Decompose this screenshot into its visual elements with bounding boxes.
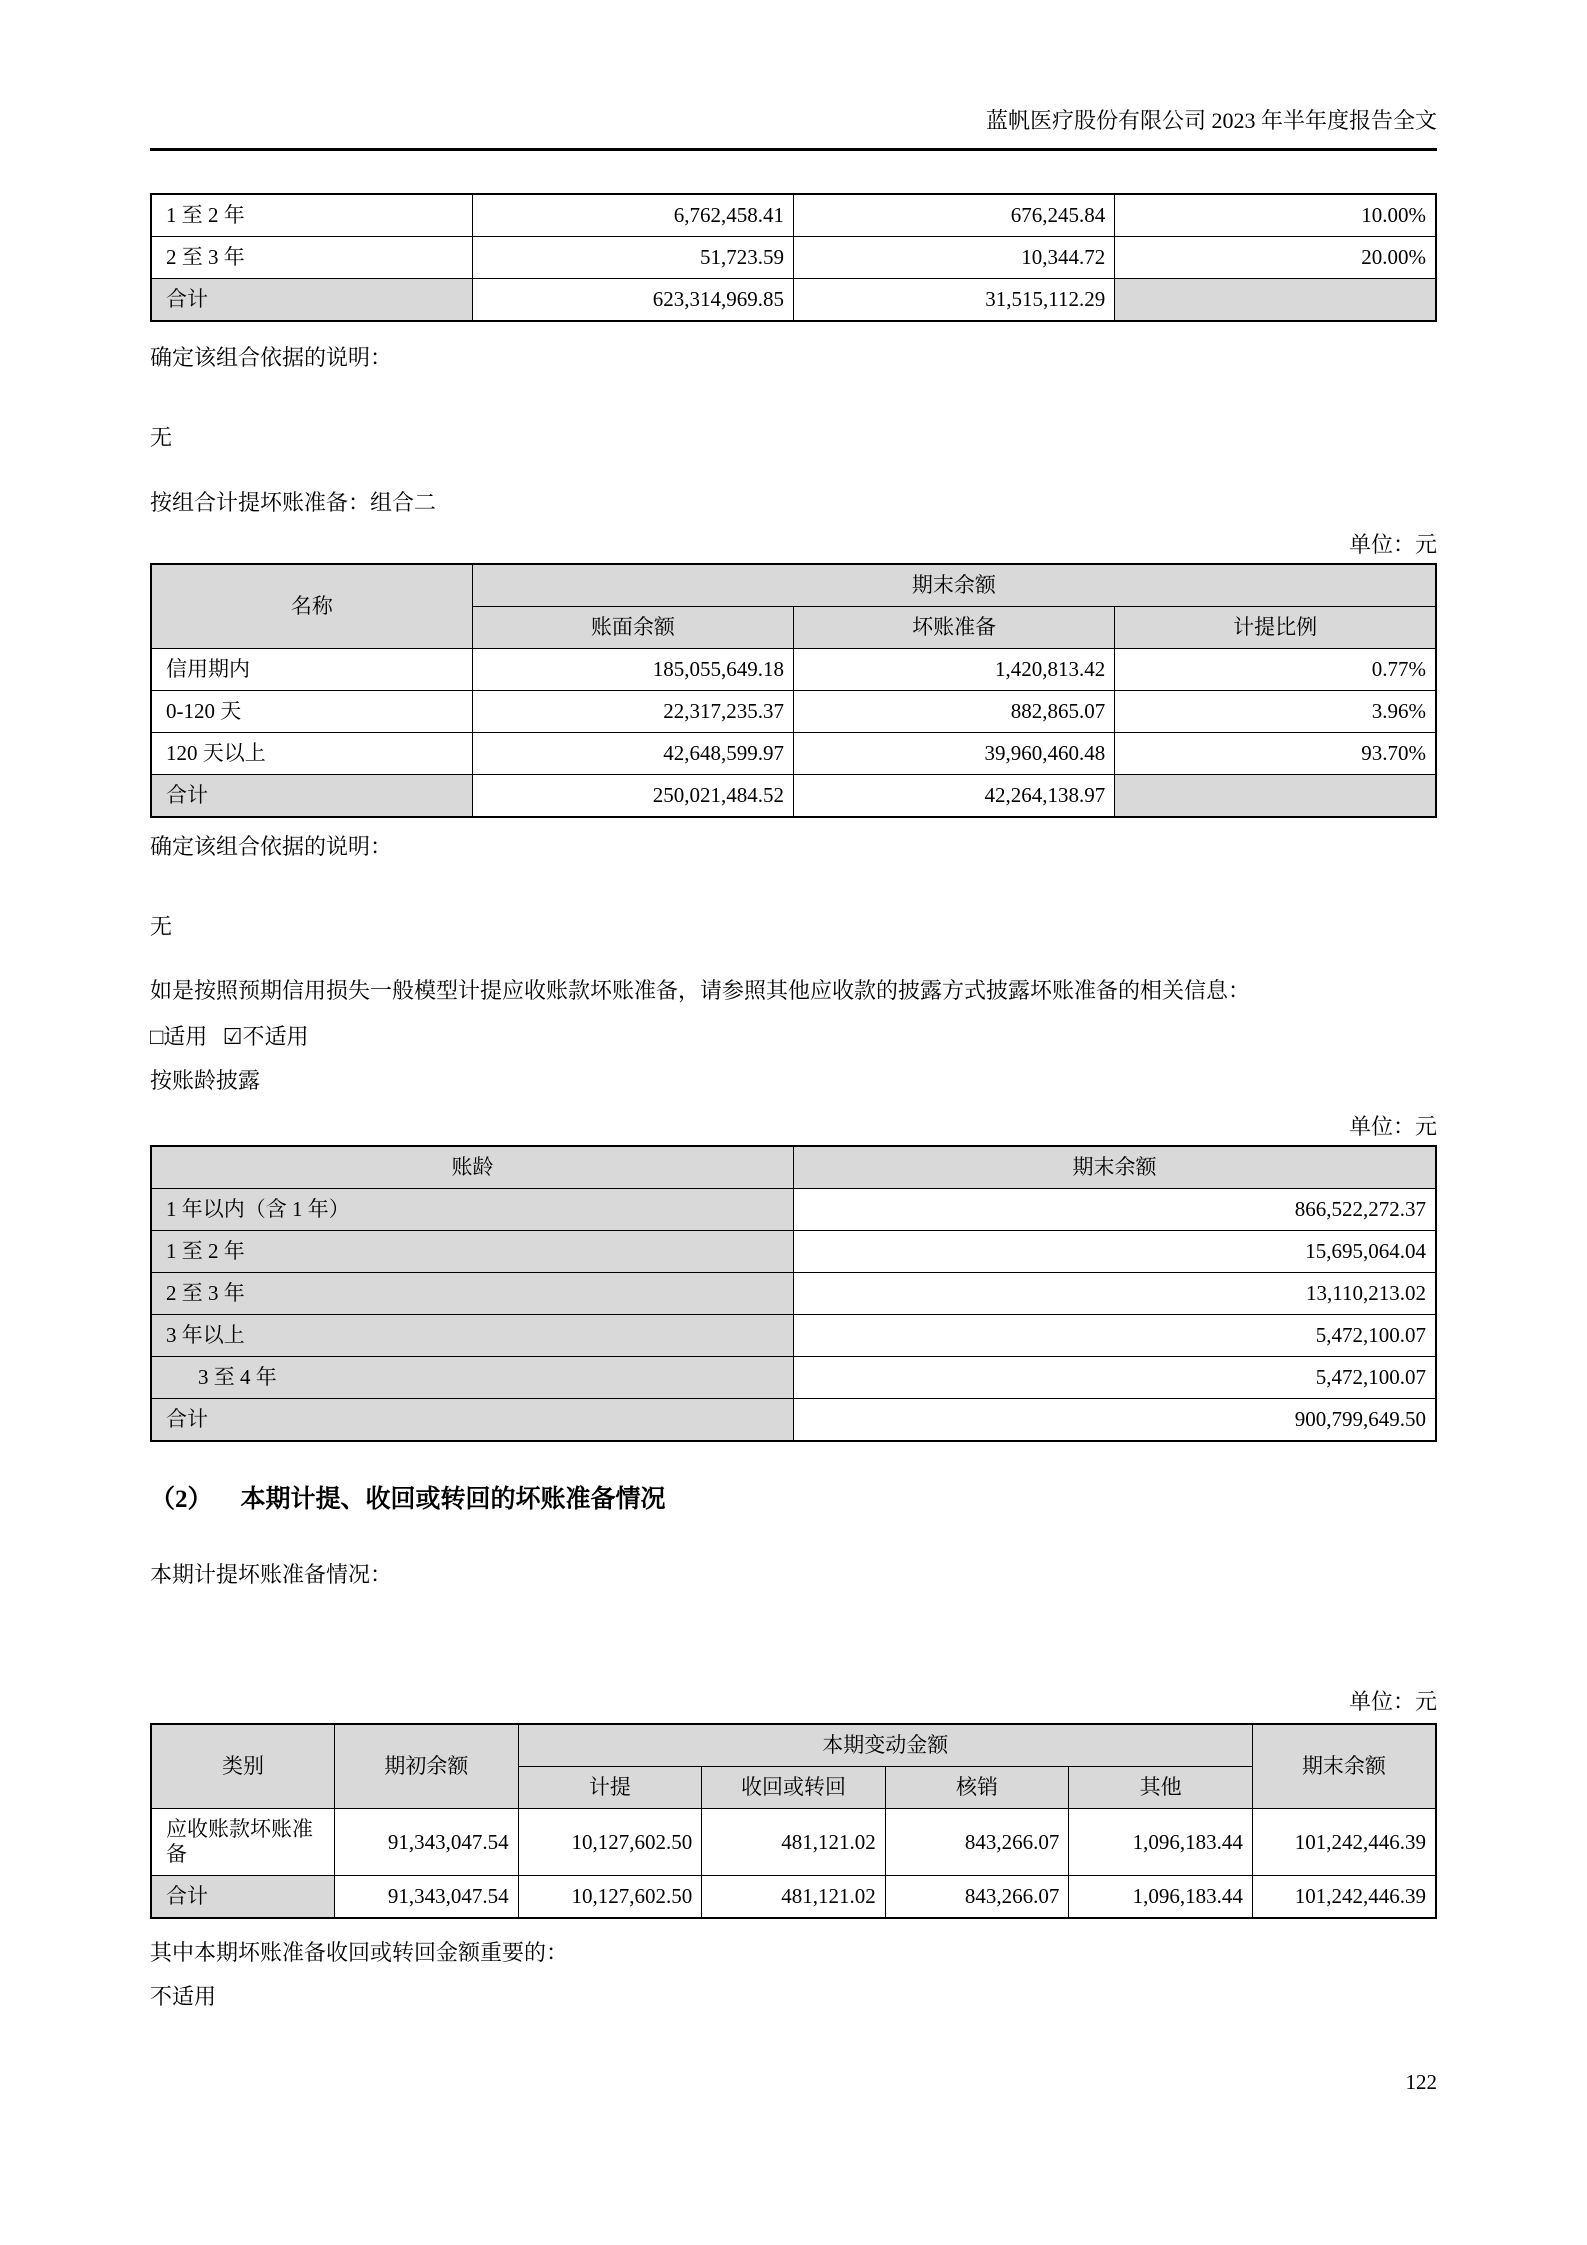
- total-row: [151, 279, 1436, 322]
- section-2-title: 本期计提、收回或转回的坏账准备情况: [240, 1486, 666, 1513]
- opening-balance-header: 期初余额: [335, 1724, 519, 1809]
- table-row: [151, 691, 1436, 733]
- bad-debt-header: 坏账准备: [794, 607, 1115, 649]
- bad-debt-cell: 882,865.07: [794, 691, 1115, 733]
- combo2-section-title: 按组合计提坏账准备：组合二: [150, 490, 437, 515]
- bad-debt-cell: 42,264,138.97: [794, 775, 1115, 818]
- closing-balance-header: 期末余额: [794, 1146, 1437, 1189]
- ratio-cell: 3.96%: [1115, 691, 1436, 733]
- balance-cell: 866,522,272.37: [794, 1189, 1437, 1231]
- combo-basis-note-label: 确定该组合依据的说明：: [150, 834, 393, 859]
- header-row: [151, 1146, 1436, 1189]
- applicability-checkline: [150, 1023, 1437, 1050]
- category-header: 类别: [151, 1724, 335, 1809]
- header-row: [151, 1724, 1436, 1767]
- book-balance-cell: 250,021,484.52: [472, 775, 793, 818]
- table-row: [151, 237, 1436, 279]
- other-header: 其他: [1069, 1767, 1253, 1809]
- section-2-number: （2）: [150, 1486, 213, 1513]
- book-balance-header: 账面余额: [472, 607, 793, 649]
- bad-debt-cell: 39,960,460.48: [794, 733, 1115, 775]
- table-row: [151, 1357, 1436, 1399]
- ratio-cell: 93.70%: [1115, 733, 1436, 775]
- total-label: 合计: [151, 1399, 794, 1442]
- row-label: 信用期内: [151, 649, 472, 691]
- bad-debt-cell: 676,245.84: [794, 194, 1115, 237]
- book-balance-cell: 51,723.59: [472, 237, 793, 279]
- name-header: 名称: [151, 564, 472, 649]
- aging-header: 账龄: [151, 1146, 794, 1189]
- closing-balance-header: 期末余额: [1252, 1724, 1436, 1809]
- writeoff-cell: 843,266.07: [885, 1876, 1069, 1919]
- unit-label: 单位：元: [1348, 1689, 1437, 1714]
- book-balance-cell: 185,055,649.18: [472, 649, 793, 691]
- aging-table: [150, 1145, 1437, 1442]
- closing-cell: 101,242,446.39: [1252, 1809, 1436, 1876]
- recovery-reversal-header: 收回或转回: [702, 1767, 886, 1809]
- table-row: [151, 1273, 1436, 1315]
- combo-basis-note-value: 无: [150, 914, 173, 939]
- provision-movement-table: [150, 1723, 1437, 1919]
- accrual-cell: 10,127,602.50: [518, 1876, 702, 1919]
- table-row: [151, 1231, 1436, 1273]
- header-rule: [150, 148, 1437, 151]
- table-row: [151, 1189, 1436, 1231]
- ratio-cell-empty: [1115, 279, 1436, 322]
- row-label: 1 年以内（含 1 年）: [151, 1189, 794, 1231]
- recovery-cell: 481,121.02: [702, 1809, 886, 1876]
- row-label: 应收账款坏账准备: [151, 1809, 335, 1876]
- row-label: 1 至 2 年: [151, 194, 472, 237]
- book-balance-cell: 42,648,599.97: [472, 733, 793, 775]
- report-header-title: 蓝帆医疗股份有限公司 2023 年半年度报告全文: [985, 108, 1437, 133]
- combo2-table: [150, 563, 1437, 818]
- total-label: 合计: [151, 1876, 335, 1919]
- book-balance-cell: 6,762,458.41: [472, 194, 793, 237]
- ecl-model-note: 如是按照预期信用损失一般模型计提应收账款坏账准备，请参照其他应收款的披露方式披露坏账准备的相关信息：: [150, 978, 1251, 1003]
- bad-debt-cell: 31,515,112.29: [794, 279, 1115, 322]
- row-label: 2 至 3 年: [151, 1273, 794, 1315]
- table-row: [151, 194, 1436, 237]
- writeoff-header: 核销: [885, 1767, 1069, 1809]
- combo-basis-note-value: 无: [150, 425, 173, 450]
- balance-cell: 15,695,064.04: [794, 1231, 1437, 1273]
- bad-debt-cell: 1,420,813.42: [794, 649, 1115, 691]
- row-label: 3 年以上: [151, 1315, 794, 1357]
- accrual-cell: 10,127,602.50: [518, 1809, 702, 1876]
- ratio-header: 计提比例: [1115, 607, 1436, 649]
- writeoff-cell: 843,266.07: [885, 1809, 1069, 1876]
- ratio-cell: 0.77%: [1115, 649, 1436, 691]
- ratio-cell: 10.00%: [1115, 194, 1436, 237]
- opening-cell: 91,343,047.54: [335, 1809, 519, 1876]
- row-label-indented: 3 至 4 年: [151, 1357, 794, 1399]
- ratio-cell-empty: [1115, 775, 1436, 818]
- combo-basis-note-label: 确定该组合依据的说明：: [150, 345, 393, 370]
- balance-cell: 5,472,100.07: [794, 1315, 1437, 1357]
- change-group-header: 本期变动金额: [518, 1724, 1252, 1767]
- section-2-subtitle: 本期计提坏账准备情况：: [150, 1562, 393, 1587]
- closing-balance-group-header: 期末余额: [472, 564, 1436, 607]
- book-balance-cell: 623,314,969.85: [472, 279, 793, 322]
- bad-debt-cell: 10,344.72: [794, 237, 1115, 279]
- row-label: 120 天以上: [151, 733, 472, 775]
- unit-label: 单位：元: [1348, 1114, 1437, 1139]
- table-row: [151, 1315, 1436, 1357]
- table-row: [151, 1809, 1436, 1876]
- table-row: [151, 733, 1436, 775]
- table-row: [151, 649, 1436, 691]
- unit-label: 单位：元: [1348, 532, 1437, 557]
- row-label: 2 至 3 年: [151, 237, 472, 279]
- total-label: 合计: [151, 775, 472, 818]
- page-number: 122: [1405, 2070, 1437, 2094]
- other-cell: 1,096,183.44: [1069, 1809, 1253, 1876]
- header-row: [151, 564, 1436, 607]
- other-cell: 1,096,183.44: [1069, 1876, 1253, 1919]
- aging-disclosure-label: 按账龄披露: [150, 1068, 261, 1093]
- section-2-heading: [150, 1484, 1437, 1516]
- total-row: [151, 1876, 1436, 1919]
- row-label: 0-120 天: [151, 691, 472, 733]
- balance-cell: 5,472,100.07: [794, 1357, 1437, 1399]
- accrual-header: 计提: [518, 1767, 702, 1809]
- opening-cell: 91,343,047.54: [335, 1876, 519, 1919]
- total-label: 合计: [151, 279, 472, 322]
- applicable-unchecked-option: □适用: [150, 1024, 208, 1049]
- ratio-cell: 20.00%: [1115, 237, 1436, 279]
- aging-continuation-table: [150, 193, 1437, 322]
- balance-cell: 900,799,649.50: [794, 1399, 1437, 1442]
- recovery-cell: 481,121.02: [702, 1876, 886, 1919]
- total-row: [151, 1399, 1436, 1442]
- balance-cell: 13,110,213.02: [794, 1273, 1437, 1315]
- recovery-materiality-label: 其中本期坏账准备收回或转回金额重要的：: [150, 1940, 569, 1965]
- total-row: [151, 775, 1436, 818]
- row-label: 1 至 2 年: [151, 1231, 794, 1273]
- recovery-materiality-value: 不适用: [150, 1984, 217, 2009]
- closing-cell: 101,242,446.39: [1252, 1876, 1436, 1919]
- not-applicable-checked-option: ☑不适用: [222, 1024, 309, 1049]
- book-balance-cell: 22,317,235.37: [472, 691, 793, 733]
